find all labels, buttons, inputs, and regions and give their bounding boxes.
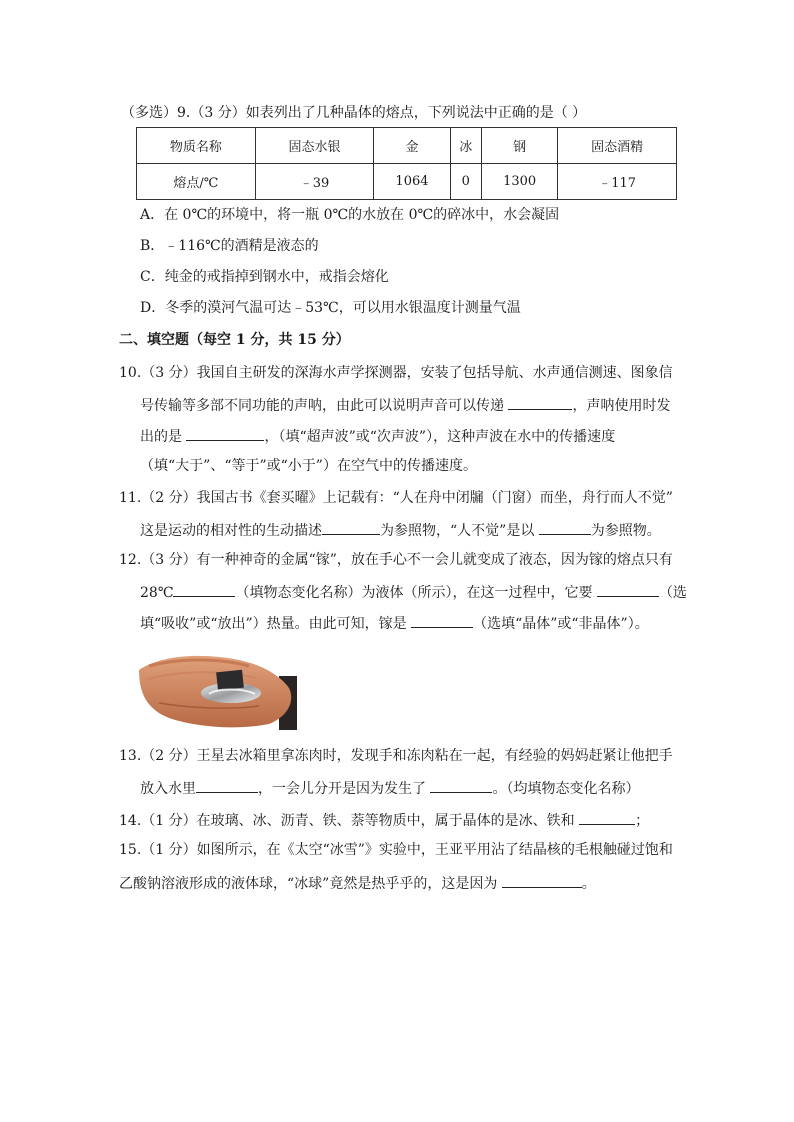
- text: （选: [658, 585, 687, 601]
- answer-blank[interactable]: [322, 520, 380, 535]
- table-cell: 固态水银: [255, 128, 374, 164]
- question-10-line-3: [140, 426, 615, 446]
- question-14-line-1: [119, 810, 649, 830]
- table-header-row: [137, 128, 677, 164]
- text: 。（均填物态变化名称）: [492, 781, 640, 797]
- answer-blank[interactable]: [539, 520, 591, 535]
- question-13-line-2: [140, 778, 639, 798]
- gallium-hand-photo: [139, 648, 297, 730]
- text: 14.（1 分）在玻璃、冰、沥青、铁、萘等物质中，属于晶体的是冰、铁和: [119, 813, 580, 829]
- answer-blank[interactable]: [597, 582, 659, 597]
- table-cell: 物质名称: [137, 128, 256, 164]
- text: 放入水里: [140, 781, 196, 797]
- answer-blank[interactable]: [579, 810, 635, 825]
- option-c: C．纯金的戒指掉到钢水中，戒指会熔化: [140, 269, 389, 285]
- question-12-line-3: [140, 613, 649, 633]
- question-11-line-1: 11.（2 分）我国古书《套买曜》上记载有：“人在舟中闭牖（门窗）而坐，舟行而人不觉”: [119, 490, 673, 506]
- text: 。: [581, 876, 596, 892]
- melting-point-table: [136, 127, 677, 200]
- question-10-line-2: [140, 395, 670, 415]
- table-cell: 金: [374, 128, 450, 164]
- table-cell: 钢: [481, 128, 557, 164]
- table-cell: 冰: [450, 128, 481, 164]
- question-9-stem: （多选）9.（3 分）如表列出了几种晶体的熔点，下列说法中正确的是（ ）: [121, 105, 587, 121]
- table-row: [137, 164, 677, 200]
- answer-blank[interactable]: [508, 395, 572, 410]
- text: 为参照物。: [590, 523, 661, 539]
- section-title: 二、填空题（每空 1 分，共 15 分）: [119, 332, 350, 348]
- answer-blank[interactable]: [411, 613, 473, 628]
- question-12-line-1: 12.（3 分）有一种神奇的金属“镓”，放在手心不一会儿就变成了液态，因为镓的熔点只有: [119, 552, 673, 568]
- text: （填物态变化名称）为液体（所示），在这一过程中，它要: [235, 585, 597, 601]
- question-13-line-1: 13.（2 分）王星去冰箱里拿冻肉时，发现手和冻肉粘在一起，有经验的妈妈赶紧让他把手: [119, 748, 673, 764]
- answer-blank[interactable]: [430, 778, 492, 793]
- question-11-line-2: [140, 520, 661, 540]
- text: ，声呐使用时发: [572, 398, 671, 414]
- text: 填“吸收”或“放出”）热量。由此可知，镓是: [140, 616, 412, 632]
- table-cell: 1300: [481, 164, 557, 200]
- answer-blank[interactable]: [196, 778, 258, 793]
- text: ，一会儿分开是因为发生了: [258, 781, 431, 797]
- question-10-line-1: 10.（3 分）我国自主研发的深海水声学探测器，安装了包括导航、水声通信测速、图象信: [119, 365, 673, 381]
- table-cell: 熔点/℃: [137, 164, 256, 200]
- table-cell: 固态酒精: [558, 128, 677, 164]
- text: 号传输等多部不同功能的声呐，由此可以说明声音可以传递: [140, 398, 509, 414]
- text: ，（填“超声波”或“次声波”），这种声波在水中的传播速度: [264, 429, 616, 445]
- option-a: A．在 0℃的环境中，将一瓶 0℃的水放在 0℃的碎冰中，水会凝固: [140, 207, 560, 223]
- text: （选填“晶体”或“非晶体”）。: [473, 616, 649, 632]
- text: 乙酸钠溶液形成的液体球，“冰球”竟然是热乎乎的，这是因为: [119, 876, 502, 892]
- question-12-line-2: [140, 582, 687, 602]
- text: 这是运动的相对性的生动描述: [140, 523, 322, 539]
- table-cell: ﹣117: [558, 164, 677, 200]
- text: 为参照物，“人不觉”是以: [380, 523, 539, 539]
- answer-blank[interactable]: [186, 426, 264, 441]
- question-15-line-1: 15.（1 分）如图所示，在《太空“冰雪”》实验中，王亚平用沾了结晶核的毛根触碰过饱和: [119, 842, 673, 858]
- question-15-line-2: [119, 873, 596, 893]
- table-cell: ﹣39: [255, 164, 374, 200]
- table-cell: 0: [450, 164, 481, 200]
- text: 出的是: [140, 429, 187, 445]
- question-10-line-4: （填“大于”、“等于”或“小于”）在空气中的传播速度。: [140, 458, 477, 474]
- text: ；: [635, 813, 650, 829]
- answer-blank[interactable]: [173, 582, 235, 597]
- table-cell: 1064: [374, 164, 450, 200]
- answer-blank[interactable]: [502, 873, 582, 888]
- option-b: B．﹣116℃的酒精是液态的: [140, 238, 319, 254]
- text: 28℃: [140, 585, 174, 601]
- option-d: D．冬季的漠河气温可达﹣53℃，可以用水银温度计测量气温: [140, 300, 521, 316]
